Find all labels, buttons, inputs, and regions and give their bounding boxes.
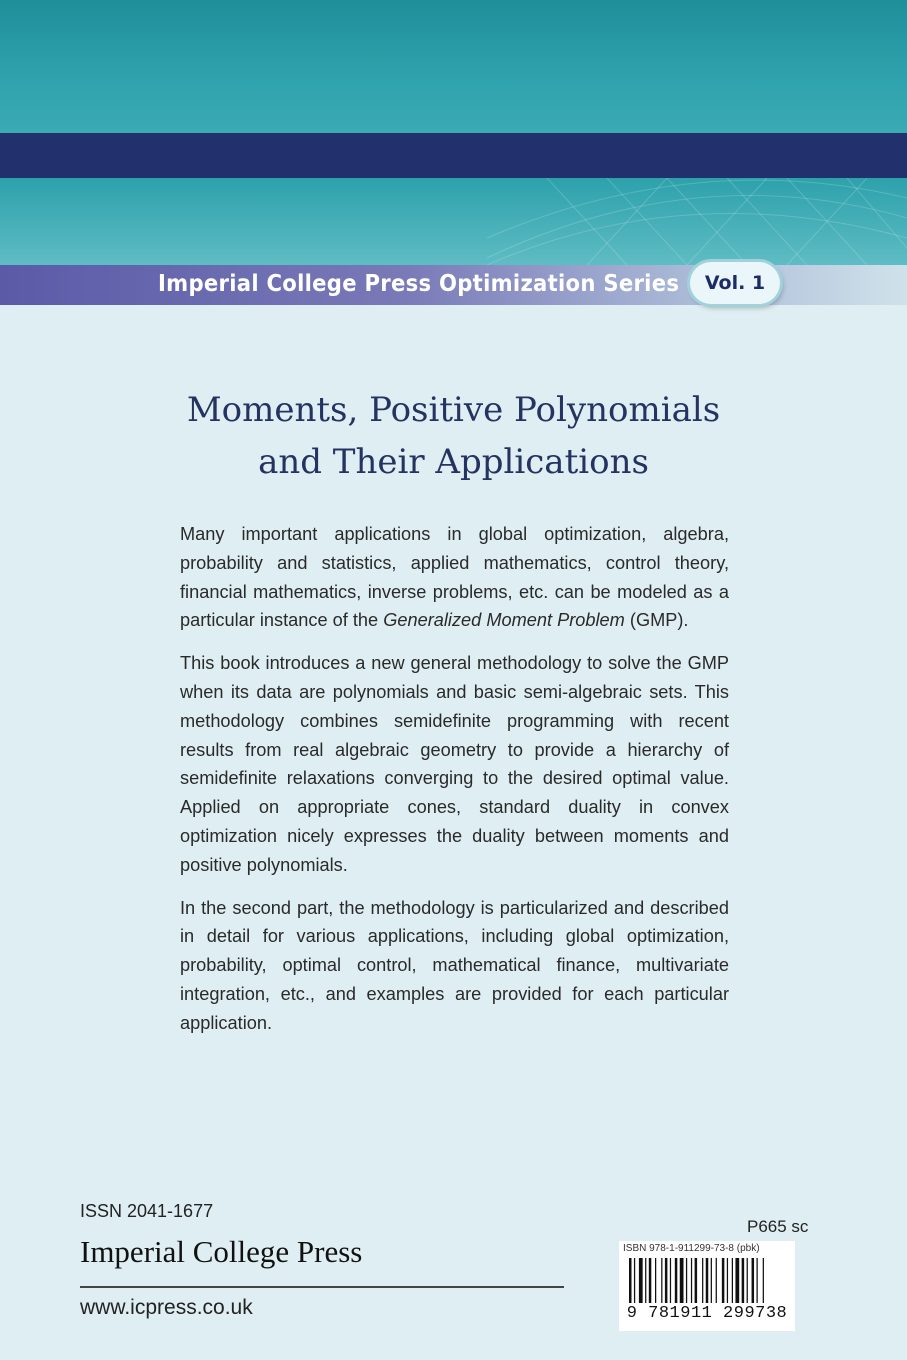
book-blurb [180,520,729,1052]
volume-badge: Vol. 1 [690,262,780,304]
grid-pattern-decoration [487,178,907,265]
series-title: Imperial College Press Optimization Series [158,271,680,297]
issn-number: ISSN 2041-1677 [80,1201,214,1221]
barcode-icon [629,1258,785,1306]
isbn-digits: 9 781911 299738 [619,1303,795,1325]
publisher-name: Imperial College Press [80,1234,363,1269]
book-title-line-2: and Their Applications [258,442,649,482]
blurb-p1-italic: Generalized Moment Problem [383,610,625,631]
cover-navy-band [0,133,907,178]
cover-top-band [0,0,907,133]
isbn-label: ISBN 978-1-911299-73-8 (pbk) [623,1243,760,1254]
isbn-barcode [619,1241,795,1331]
book-title [100,384,807,488]
price-code: P665 sc [747,1217,809,1236]
footer-divider [80,1286,564,1288]
blurb-paragraph-1 [180,520,729,635]
book-title-line-1: Moments, Positive Polynomials [186,390,721,430]
cover-teal-band [0,178,907,265]
publisher-website-link[interactable]: www.icpress.co.uk [80,1296,253,1319]
blurb-paragraph-2: This book introduces a new general methodology to solve the GMP when its data are polynomials and basic semi-algebraic sets. This methodology combines semidefinite programming with recent results from real algebraic geometry to provide a hierarchy of semidefinite relaxations converging to the desired optimal value. Applied on appropriate cones, standard duality in convex optimization nicely expresses the duality between moments and positive polynomials. [180,653,729,875]
blurb-p1-end: (GMP). [624,610,689,631]
blurb-paragraph-3: In the second part, the methodology is particularized and described in detail for various applications, including global optimization, probability, optimal control, mathematical finance, multivariate integration, etc., and examples are provided for each particular application. [180,897,729,1033]
blurb-p1-text: Many important applications in global optimization, algebra, probability and statistics, applied mathematics, control theory, financial mathematics, inverse problems, etc. can be modeled as a particular instance of the [180,524,729,631]
